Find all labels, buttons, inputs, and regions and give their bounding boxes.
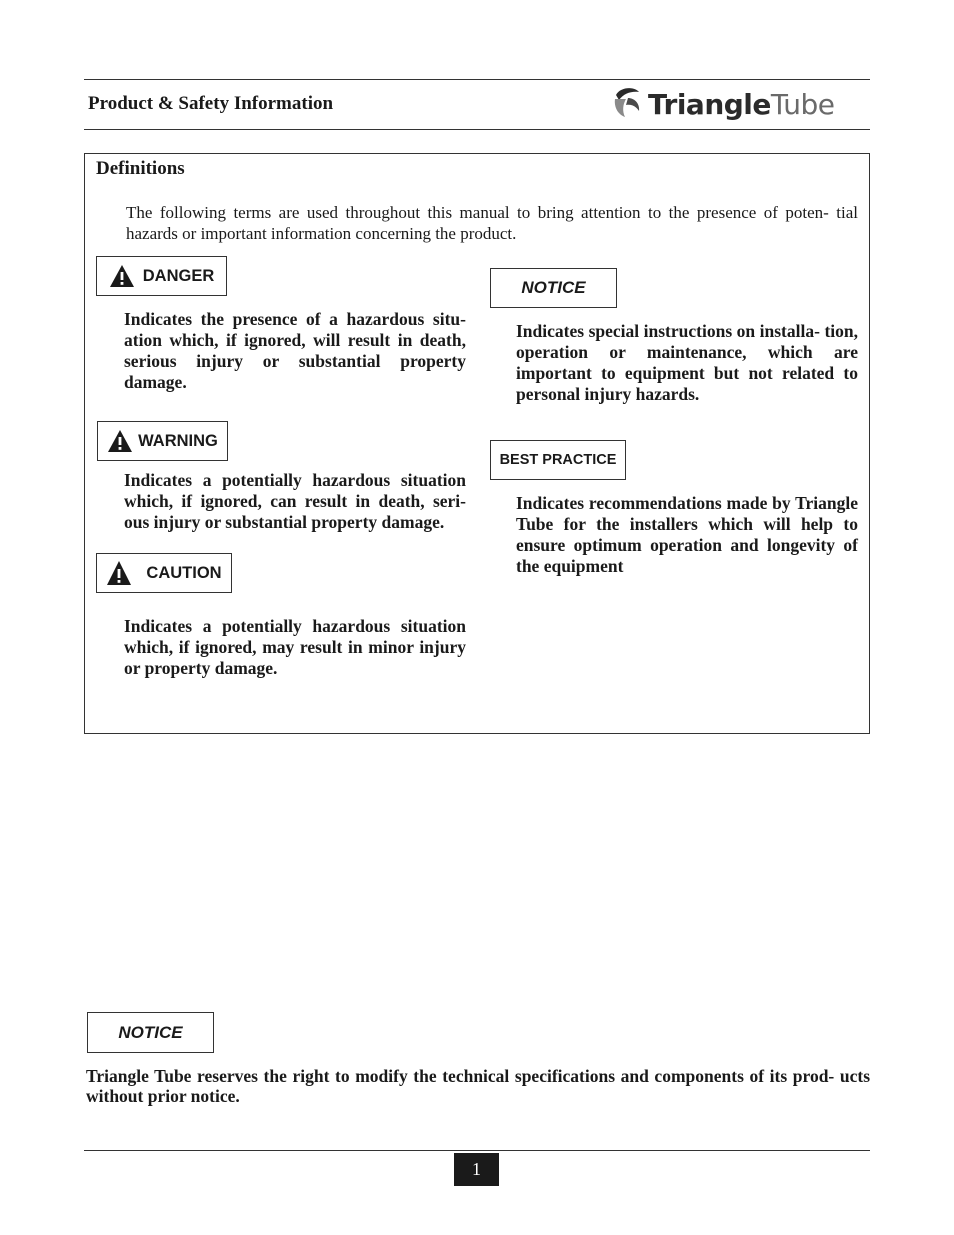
caution-label-text: CAUTION (146, 563, 222, 582)
warning-label (97, 421, 228, 461)
danger-label (96, 256, 227, 296)
warning-triangle-icon (106, 560, 132, 586)
best-practice-label-text: BEST PRACTICE (499, 452, 617, 468)
bottom-notice-label (87, 1012, 214, 1053)
definitions-title: Definitions (96, 158, 185, 179)
best-practice-label (490, 440, 626, 480)
header-top-rule (84, 79, 870, 80)
warning-triangle-icon (107, 429, 133, 453)
footer-rule (84, 1150, 870, 1151)
notice-label (490, 268, 617, 308)
definitions-intro: The following terms are used throughout this manual to bring attention to the presence of poten- tial hazards or important information concerning the product. (126, 203, 858, 243)
logo-text-tube: Tube (770, 87, 835, 121)
caution-description: Indicates a potentially hazardous situation which, if ignored, may result in minor injury or property damage. (124, 616, 466, 678)
page-number: 1 (454, 1153, 499, 1186)
notice-label-text: NOTICE (521, 278, 586, 297)
triangle-tube-logo (612, 86, 835, 123)
caution-label (96, 553, 232, 593)
header-bottom-rule (84, 129, 870, 130)
page-header-title: Product & Safety Information (88, 93, 334, 114)
logo-text-triangle: Triangle (648, 87, 771, 121)
danger-label-text: DANGER (142, 266, 215, 285)
triangle-tube-logo-icon (612, 86, 642, 123)
notice-description: Indicates special instructions on installa- tion, operation or maintenance, which are important to equipment but not related to personal injury hazards. (516, 321, 858, 404)
bottom-notice-label-text: NOTICE (118, 1022, 183, 1042)
danger-description: Indicates the presence of a hazardous situ- ation which, if ignored, will result in death, serious injury or substantial property damage. (124, 309, 466, 392)
bottom-notice-text: Triangle Tube reserves the right to modify the technical specifications and components of its prod- ucts without prior notice. (86, 1066, 870, 1106)
best-practice-description: Indicates recommendations made by Triangle Tube for the installers which will help to ensure optimum operation and longevity of the equipment (516, 493, 858, 576)
warning-label-text: WARNING (138, 431, 218, 450)
warning-description: Indicates a potentially hazardous situation which, if ignored, can result in death, seri- ous injury or substantial property damage. (124, 470, 466, 532)
warning-triangle-icon (109, 264, 135, 288)
